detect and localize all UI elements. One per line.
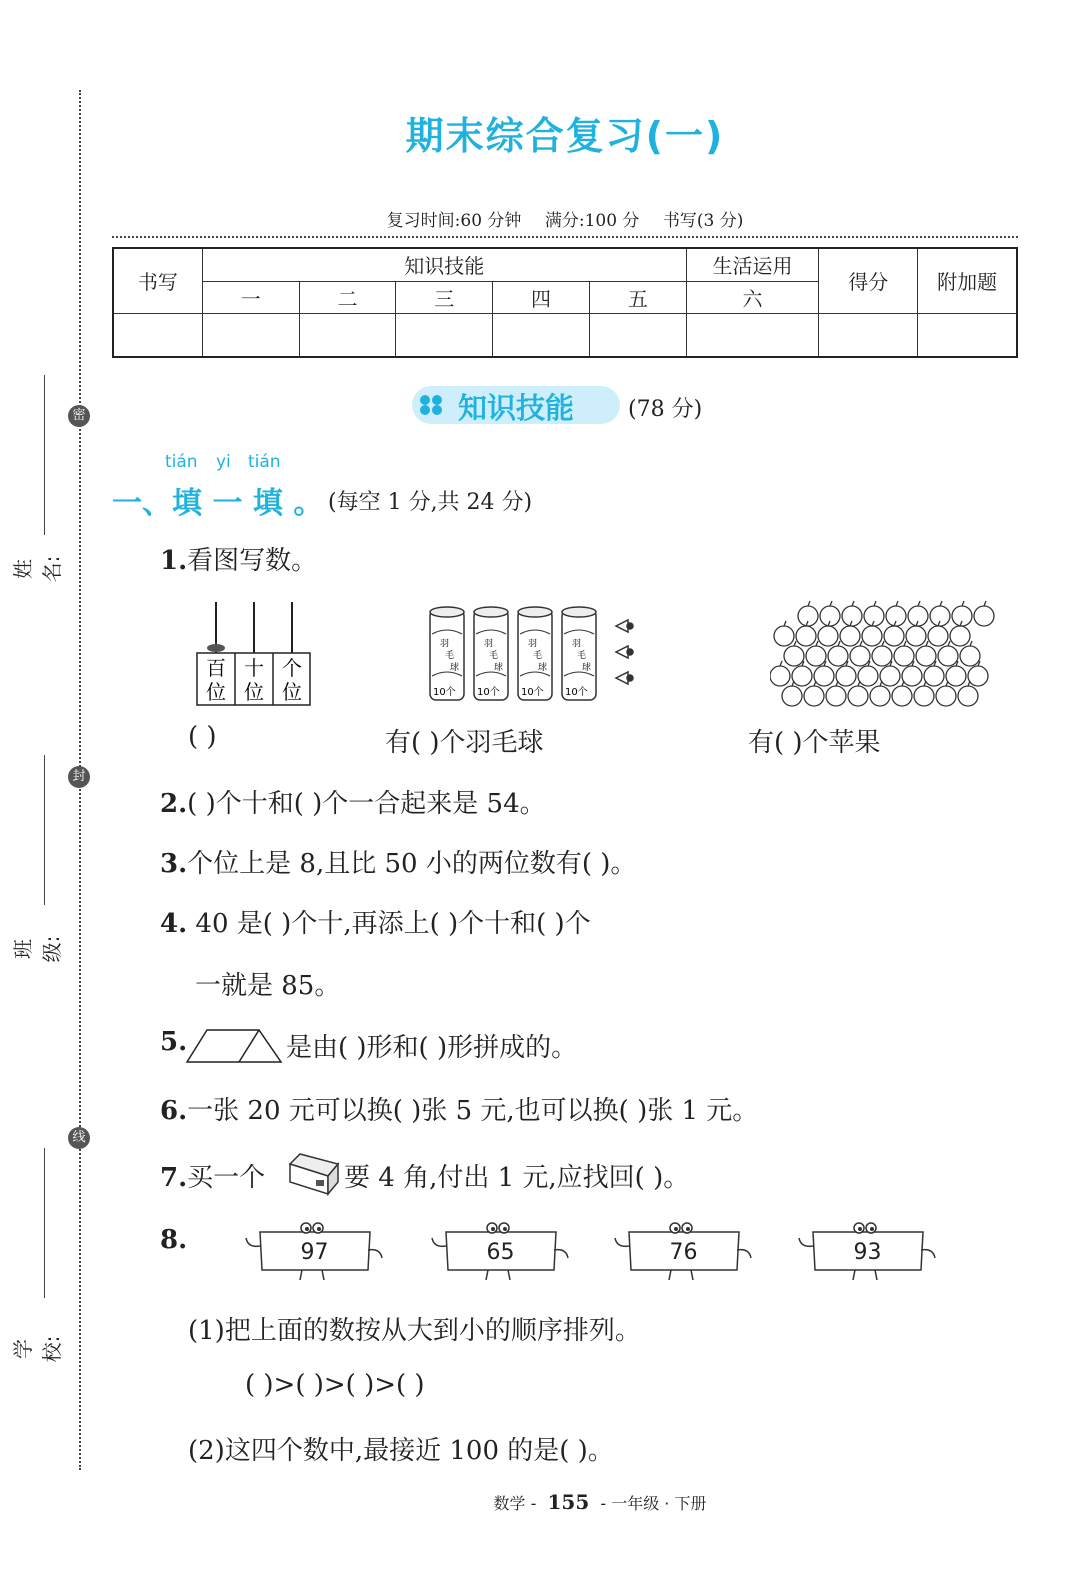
q2[interactable]: [160, 783, 546, 820]
abacus-label-place: 位: [244, 680, 264, 704]
abacus-label-place: 位: [282, 680, 302, 704]
tube-label: 羽: [528, 639, 538, 649]
tube-label: 毛: [577, 651, 587, 661]
pinyin-1: tián: [165, 452, 198, 472]
class-line[interactable]: [44, 755, 45, 905]
q6[interactable]: [160, 1090, 758, 1127]
q1-answer-2[interactable]: 有( )个羽毛球: [385, 728, 544, 758]
q7-text-2[interactable]: 要 4 角,付出 1 元,应找回( )。: [344, 1163, 690, 1193]
tube-label: 球: [538, 663, 548, 673]
number-card-value: 65: [486, 1240, 515, 1265]
badminton-tube: [430, 607, 464, 700]
q2-number: 2.: [160, 789, 188, 819]
footer-grade: 一年级 · 下册: [611, 1494, 707, 1513]
q1-text: 看图写数。: [187, 546, 318, 576]
tube-label: 毛: [533, 651, 543, 661]
section-points: (78 分): [628, 397, 703, 422]
score-cell[interactable]: [396, 313, 493, 357]
q6-number: 6.: [160, 1096, 188, 1126]
school-line[interactable]: [44, 1148, 45, 1298]
badminton-tube: [474, 607, 508, 700]
number-card: [428, 1222, 573, 1288]
pinyin-3: tián: [248, 452, 281, 472]
q8-sub1: (1)把上面的数按从大到小的顺序排列。: [188, 1316, 641, 1346]
q4-number: 4.: [160, 909, 188, 939]
q3[interactable]: [160, 843, 636, 880]
number-card: [242, 1222, 387, 1288]
number-card-value: 97: [300, 1240, 329, 1265]
score-cell[interactable]: [686, 313, 819, 357]
q7-text-1: 买一个: [187, 1163, 266, 1193]
score-cell[interactable]: [589, 313, 686, 357]
q5-text[interactable]: 是由( )形和( )形拼成的。: [286, 1033, 578, 1063]
score-header-total: 得分: [819, 248, 918, 313]
apple-icon: [774, 621, 794, 646]
exam-time: 复习时间:60 分钟: [386, 211, 522, 231]
tube-count-label: 10个: [565, 687, 588, 698]
pencil-box-icon: [286, 1150, 342, 1198]
score-header-writing: 书写: [113, 248, 202, 313]
score-col-2: 二: [299, 281, 396, 313]
score-header-knowledge: 知识技能: [202, 248, 686, 281]
tube-label: 毛: [445, 651, 455, 661]
dotted-divider: [112, 236, 1018, 238]
part1-heading: 一、填 一 填 。: [112, 486, 324, 521]
number-card-value: 76: [669, 1240, 698, 1265]
q4-text: 40 是( )个十,再添上( )个十和( )个: [187, 909, 591, 939]
tube-label: 球: [494, 663, 504, 673]
page-number: 155: [547, 1490, 590, 1514]
q8-sub1-answer[interactable]: ( )>( )>( )>( ): [245, 1370, 425, 1400]
score-col-1: 一: [202, 281, 299, 313]
page-footer: 数学 - 155 - 一年级 · 下册: [493, 1490, 707, 1514]
seal-mark-xian: 线: [68, 1127, 90, 1149]
tube-label: 毛: [489, 651, 499, 661]
score-col-3: 三: [396, 281, 493, 313]
q6-text: 一张 20 元可以换( )张 5 元,也可以换( )张 1 元。: [187, 1096, 759, 1126]
score-cell[interactable]: [202, 313, 299, 357]
class-label: 班级:: [11, 935, 64, 963]
q4[interactable]: [160, 903, 591, 940]
q1-answer-1[interactable]: ( ): [188, 722, 217, 752]
tube-label: 球: [450, 663, 460, 673]
exam-full-score: 满分:100 分: [544, 211, 640, 231]
score-header-extra: 附加题: [918, 248, 1017, 313]
pinyin-2: yi: [216, 452, 231, 472]
q3-number: 3.: [160, 849, 188, 879]
badminton-tubes-image: [424, 604, 644, 704]
exam-writing-score: 书写(3 分): [662, 211, 744, 231]
tube-label: 羽: [440, 639, 450, 649]
clover-icon: [418, 394, 444, 416]
score-table: [112, 247, 1018, 358]
badminton-tube: [562, 607, 596, 700]
score-cell[interactable]: [493, 313, 590, 357]
tube-count-label: 10个: [521, 687, 544, 698]
q7-number: 7.: [160, 1163, 188, 1193]
abacus-label-ones: 个: [282, 656, 302, 680]
page-title: 期末综合复习(一): [405, 114, 725, 158]
badminton-tube: [518, 607, 552, 700]
score-col-4: 四: [493, 281, 590, 313]
q8-sub2[interactable]: (2)这四个数中,最接近 100 的是( )。: [188, 1436, 614, 1466]
seal-mark-mi: 密: [68, 405, 90, 427]
tube-label: 羽: [572, 639, 582, 649]
abacus-label-hundreds: 百: [206, 656, 226, 680]
number-card: [611, 1222, 756, 1288]
tube-label: 羽: [484, 639, 494, 649]
q1-answer-3[interactable]: 有( )个苹果: [748, 728, 881, 758]
score-header-life: 生活运用: [686, 248, 819, 281]
tube-count-label: 10个: [477, 687, 500, 698]
q5-number: 5.: [160, 1027, 188, 1057]
q1-number: 1.: [160, 546, 188, 576]
apples-image: [770, 600, 995, 708]
part1-note: (每空 1 分,共 24 分): [328, 490, 533, 515]
name-label: 姓名:: [11, 555, 64, 583]
score-cell[interactable]: [113, 313, 202, 357]
name-line[interactable]: [44, 375, 45, 535]
q1-title: [160, 540, 317, 577]
abacus-label-place: 位: [206, 680, 226, 704]
section-label: 知识技能: [458, 391, 575, 425]
score-cell[interactable]: [918, 313, 1017, 357]
apple-icon: [770, 661, 790, 686]
number-card-value: 93: [853, 1240, 882, 1265]
q3-text: 个位上是 8,且比 50 小的两位数有( )。: [187, 849, 637, 879]
seal-mark-feng: 封: [68, 766, 90, 788]
abacus-label-tens: 十: [244, 656, 264, 680]
q8-number: [160, 1225, 187, 1255]
score-cell[interactable]: [299, 313, 396, 357]
footer-subject: 数学: [493, 1494, 526, 1513]
q8-number-label: 8.: [160, 1225, 188, 1255]
q4-continued: 一就是 85。: [195, 971, 341, 1001]
shuttlecock-icon: [616, 620, 633, 684]
q7[interactable]: [160, 1157, 265, 1194]
score-cell[interactable]: [819, 313, 918, 357]
score-col-6: 六: [686, 281, 819, 313]
apple-icon: [974, 601, 994, 626]
school-label: 学校:: [11, 1335, 64, 1363]
number-card: [795, 1222, 940, 1288]
q2-text: ( )个十和( )个一合起来是 54。: [187, 789, 546, 819]
abacus-image: [190, 598, 315, 710]
trapezoid-shape-icon: [183, 1026, 285, 1066]
score-col-5: 五: [589, 281, 686, 313]
tube-count-label: 10个: [433, 687, 456, 698]
exam-meta: [0, 206, 1080, 231]
tube-label: 球: [582, 663, 592, 673]
